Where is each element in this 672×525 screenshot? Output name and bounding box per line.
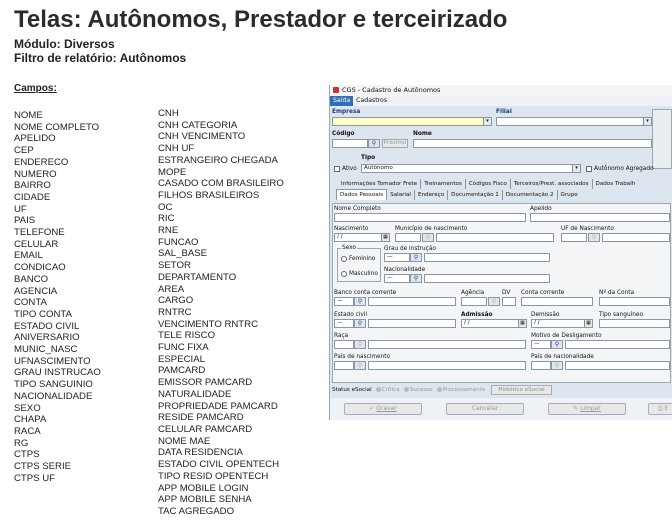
limpar-button[interactable]: ✎ Limpar (548, 403, 626, 415)
tab-tabs_row2-5[interactable]: Grupo (560, 192, 578, 198)
conta-corrente-label: Conta corrente (521, 290, 565, 296)
field-item: SETOR (158, 260, 191, 272)
pais-nacionalidade-label: País de nacionalidade (531, 354, 594, 360)
field-item: BAIRRO (14, 180, 51, 192)
tabs-row-2 (336, 189, 581, 199)
motivo-desligamento-name-input[interactable] (565, 340, 670, 349)
fields-list-column-2 (158, 108, 284, 518)
search-icon[interactable]: ⚲ (410, 274, 422, 283)
empresa-label: Empresa (332, 109, 361, 115)
field-item: APELIDO (14, 133, 56, 145)
field-item: GRAU INSTRUCAO (14, 367, 101, 379)
codigo-input[interactable] (332, 139, 368, 148)
dados-pessoais-panel (332, 203, 671, 383)
filial-label: Filial (496, 109, 512, 115)
gravar-button[interactable]: ✓ Gravar (344, 403, 422, 415)
demissao-value: / / (534, 320, 540, 326)
search-icon[interactable]: ⚲ (354, 319, 366, 328)
field-item: CNH UF (158, 143, 195, 155)
nascimento-input[interactable] (334, 233, 390, 242)
agencia-input[interactable] (461, 297, 487, 306)
menu-saida[interactable]: Saída (330, 96, 353, 106)
admissao-input[interactable] (461, 319, 527, 328)
estado-civil-label: Estado civil (334, 312, 368, 318)
app-icon (333, 87, 339, 93)
tab-tabs_row1-2[interactable]: Códigos Fisco (466, 179, 511, 189)
status-label: Status eSocial (332, 387, 372, 393)
nacionalidade-input[interactable]: — (384, 274, 410, 283)
chevron-down-icon: ▾ (643, 118, 651, 125)
field-item: CTPS (14, 449, 40, 461)
chevron-down-icon: ▾ (572, 165, 580, 172)
field-item: TIPO RESID OPENTECH (158, 470, 269, 482)
field-item: CNH (158, 108, 179, 119)
field-item: PROPRIEDADE PAMCARD (158, 400, 278, 412)
field-item: CARGO (158, 295, 194, 307)
numero-conta-label: Nº da Conta (599, 290, 635, 296)
search-icon[interactable]: ⚲ (354, 361, 366, 370)
field-item: MUNIC_NASC (14, 344, 78, 356)
limpar-label: Limpar (580, 405, 601, 412)
field-item: TIPO CONTA (14, 308, 72, 320)
fields-heading: Campos: (14, 83, 57, 94)
banco-label: Banco conta corrente (334, 290, 397, 296)
status-critica: Crítica (381, 387, 400, 393)
field-item: APP MOBILE LOGIN (158, 482, 249, 494)
menu-cadastros[interactable]: Cadastros (356, 97, 388, 104)
grau-instrucao-name-input[interactable] (424, 253, 550, 262)
pais-nascimento-name-input[interactable] (368, 361, 526, 370)
status-sucesso: Sucesso (409, 387, 433, 393)
nome-input[interactable] (413, 139, 652, 148)
field-item: ENDERECO (14, 156, 69, 168)
banco-input[interactable]: — (334, 297, 354, 306)
status-dot-icon (437, 387, 442, 392)
tab-tabs_row2-2[interactable]: Endereço (415, 190, 448, 200)
extra-label: E (664, 405, 669, 412)
field-item: PAMCARD (158, 365, 206, 377)
dv-label: DV (502, 290, 511, 296)
field-item: SAL_BASE (158, 248, 208, 260)
calendar-icon[interactable]: ▦ (518, 320, 526, 327)
nascimento-label: Nascimento (334, 226, 369, 232)
status-dot-icon (376, 387, 381, 392)
masculino-label: Masculino (349, 271, 378, 277)
module-label: Módulo: Diversos (14, 37, 115, 51)
field-item: FUNCAO (158, 236, 199, 248)
field-item: CELULAR PAMCARD (158, 423, 253, 435)
field-item: SEXO (14, 402, 41, 414)
cancelar-label: Cancelar (471, 405, 499, 412)
municipio-name-input[interactable] (436, 233, 554, 242)
search-icon[interactable]: ⚲ (354, 340, 366, 349)
tab-tabs_row2-4[interactable]: Documentação 2 (503, 190, 558, 200)
tab-tabs_row2-3[interactable]: Documentação 1 (448, 190, 503, 200)
window-title: CGS - Cadastro de Autônomos (342, 86, 441, 94)
report-filter-label: Filtro de relatório: Autônomos (14, 51, 187, 65)
field-item: CTPS UF (14, 472, 56, 484)
proximo-button[interactable]: Próximo (383, 140, 407, 146)
motivo-desligamento-label: Motivo de Desligamento (531, 333, 602, 339)
field-item: NOME MAE (158, 435, 211, 447)
pais-nacionalidade-name-input[interactable] (565, 361, 670, 370)
field-item: TAC AGREGADO (158, 505, 235, 517)
ativo-checkbox[interactable] (334, 166, 340, 172)
field-item: EMISSOR PAMCARD (158, 377, 253, 389)
field-item: VENCIMENTO RNTRC (158, 318, 259, 330)
masculino-radio[interactable] (341, 271, 347, 277)
motivo-desligamento-input[interactable]: — (531, 340, 551, 349)
form-screenshot (329, 85, 672, 420)
chevron-down-icon: ▾ (483, 118, 491, 125)
field-item: TIPO SANGUINIO (14, 379, 93, 391)
grau-instrucao-label: Grau de instrução (384, 246, 436, 252)
estado-civil-input[interactable]: — (334, 319, 354, 328)
admissao-value: / / (464, 320, 470, 326)
feminino-label: Feminino (349, 256, 376, 262)
field-item: RG (14, 437, 29, 449)
field-item: PAIS (14, 215, 36, 227)
field-item: CEP (14, 145, 34, 157)
tabs-row-1 (338, 179, 638, 189)
scrollbar[interactable] (652, 109, 672, 169)
field-item: TELEFONE (14, 227, 65, 239)
tab-tabs_row1-0[interactable]: Informações Tomador Frete (338, 179, 421, 189)
tipo-select[interactable] (361, 164, 581, 173)
field-item: NOME COMPLETO (14, 121, 100, 133)
field-item: DATA RESIDENCIA (158, 447, 243, 459)
admissao-label: Admissão (461, 312, 493, 318)
field-item: AREA (158, 283, 185, 295)
field-item: NATURALIDADE (158, 388, 232, 400)
field-item: ESPECIAL (158, 353, 205, 365)
field-item: ESTRANGEIRO CHEGADA (158, 154, 278, 166)
feminino-radio[interactable] (341, 256, 347, 262)
search-icon[interactable]: ⚲ (588, 233, 600, 242)
nacionalidade-name-input[interactable] (424, 274, 550, 283)
empresa-select[interactable] (332, 117, 492, 126)
field-item: EMAIL (14, 250, 43, 262)
raca-name-input[interactable] (368, 340, 526, 349)
field-item: ANIVERSARIO (14, 332, 80, 344)
autonomo-agregado-checkbox[interactable] (586, 166, 592, 172)
estado-civil-name-input[interactable] (368, 319, 456, 328)
search-icon[interactable]: ⚲ (410, 253, 422, 262)
cancelar-button[interactable] (446, 403, 524, 415)
tab-tabs_row1-3[interactable]: Terceiros/Prest. associados (511, 179, 593, 189)
search-icon[interactable]: ⚲ (354, 297, 366, 306)
raca-label: Raça (334, 333, 349, 339)
field-item: CONDICAO (14, 262, 66, 274)
municipio-code-input[interactable] (395, 233, 421, 242)
tab-tabs_row1-1[interactable]: Treinamentos (421, 179, 466, 189)
field-item: RNTRC (158, 306, 192, 318)
field-item: UFNASCIMENTO (14, 355, 91, 367)
search-icon[interactable]: ⚲ (551, 340, 563, 349)
sexo-label: Sexo (342, 245, 356, 251)
field-item: CHAPA (14, 414, 47, 426)
status-processamento: Processamento (442, 387, 486, 393)
gravar-label: Gravar (376, 405, 397, 412)
menu-bar (330, 96, 672, 106)
nome-completo-input[interactable] (334, 213, 526, 222)
autonomo-agregado-label: Autônomo Agregado (594, 166, 654, 172)
search-icon[interactable]: ⚲ (551, 361, 563, 370)
grau-instrucao-input[interactable]: — (384, 253, 410, 262)
tipo-value: Autônomo (364, 165, 393, 171)
field-item: AGENCIA (14, 285, 58, 297)
tab-tabs_row2-1[interactable]: Salarial (387, 190, 415, 200)
nascimento-value: / / (337, 234, 343, 240)
tab-tabs_row2-0[interactable]: Dados Pessoais (336, 189, 387, 200)
field-item: ESTADO CIVIL OPENTECH (158, 459, 280, 471)
raca-input[interactable] (334, 340, 354, 349)
nome-label: Nome (413, 131, 432, 137)
uf-nascimento-label: UF de Nascimento (561, 226, 614, 232)
field-item: NACIONALIDADE (14, 390, 93, 402)
extra-button[interactable]: ⎙ E (648, 403, 672, 415)
field-item: ESTADO CIVIL (14, 320, 80, 332)
tipo-label: Tipo (361, 155, 376, 161)
document-title: Telas: Autônomos, Prestador e terceirizado (14, 6, 508, 33)
agencia-label: Agência (461, 290, 485, 296)
field-item: FUNC FIXA (158, 342, 209, 354)
field-item: RACA (14, 425, 41, 437)
search-icon[interactable]: ⚲ (422, 233, 434, 242)
field-item: CIDADE (14, 191, 51, 203)
field-item: CNH VENCIMENTO (158, 131, 246, 143)
field-item: NOME (14, 110, 43, 121)
uf-nascimento-name-input[interactable] (602, 233, 670, 242)
tab-tabs_row1-4[interactable]: Dados Trabalh (595, 181, 636, 187)
codigo-label: Código (332, 131, 355, 137)
tipo-sanguineo-label: Tipo sanguíneo (599, 312, 644, 318)
nacionalidade-label: Nacionalidade (384, 267, 426, 273)
field-item: CNH CATEGORIA (158, 119, 238, 131)
field-item: RESIDE PAMCARD (158, 412, 244, 424)
municipio-label: Município de nascimento (395, 226, 468, 232)
dv-input[interactable] (502, 297, 516, 306)
demissao-input[interactable] (531, 319, 593, 328)
field-item: NUMERO (14, 168, 57, 180)
field-item: RNE (158, 225, 179, 237)
field-item: DEPARTAMENTO (158, 271, 237, 283)
nome-completo-label: Nome Completo (334, 206, 381, 212)
fields-list-column-1 (14, 110, 101, 485)
pais-nacionalidade-input[interactable] (531, 361, 551, 370)
numero-conta-input[interactable] (599, 297, 670, 306)
pais-nascimento-input[interactable] (334, 361, 354, 370)
field-item: TELE RISCO (158, 330, 216, 342)
field-item: CELULAR (14, 238, 59, 250)
field-item: RIC (158, 213, 175, 225)
field-item: UF (14, 203, 27, 215)
conta-corrente-input[interactable] (521, 297, 593, 306)
field-item: OC (158, 201, 173, 213)
field-item: FILHOS BRASILEIROS (158, 189, 260, 201)
calendar-icon[interactable]: ▦ (584, 320, 592, 327)
window-titlebar (330, 85, 672, 96)
status-dot-icon (404, 387, 409, 392)
search-icon[interactable]: ⚲ (368, 139, 380, 148)
field-item: CASADO COM BRASILEIRO (158, 178, 284, 190)
banco-name-input[interactable] (368, 297, 456, 306)
search-icon[interactable]: ⚲ (488, 297, 500, 306)
pais-nascimento-label: País de nascimento (334, 354, 391, 360)
apelido-input[interactable] (530, 213, 670, 222)
uf-nascimento-input[interactable] (561, 233, 587, 242)
field-item: APP MOBILE SENHA (158, 494, 252, 506)
ativo-label: Ativo (342, 166, 357, 172)
historico-esocial-button[interactable]: Histórico eSocial (491, 385, 551, 395)
esocial-status-bar (330, 385, 672, 396)
field-item: MOPE (158, 166, 187, 178)
field-item: CTPS SERIE (14, 461, 72, 473)
field-item: CONTA (14, 297, 47, 309)
calendar-icon[interactable]: ▦ (381, 234, 389, 241)
demissao-label: Demissão (531, 312, 560, 318)
field-item: BANCO (14, 273, 49, 285)
filial-select[interactable] (496, 117, 652, 126)
apelido-label: Apelido (530, 206, 552, 212)
action-bar (330, 398, 672, 420)
tipo-sanguineo-input[interactable] (599, 319, 670, 328)
